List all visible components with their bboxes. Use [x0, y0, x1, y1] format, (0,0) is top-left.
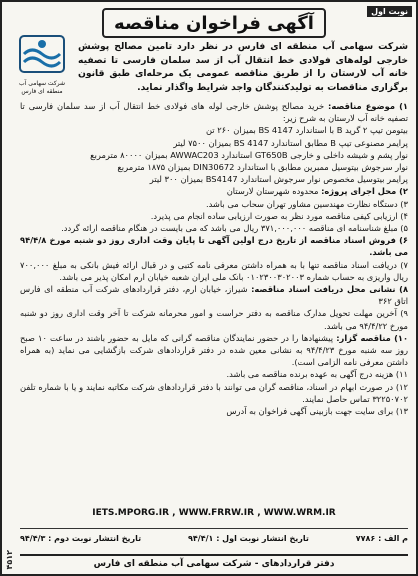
footer-divider: [20, 528, 408, 529]
place-label: ۲) محل اجرای پروژه:: [321, 186, 408, 197]
item-subject: [20, 100, 408, 124]
item-7: ۷) دریافت اسناد مناقصه تنها با به همراه داشتن معرفی نامه کتبی و در قبال ارائه فیش بانکی به مبلغ ۷۰۰,۰۰۰ ریال واریزی به حساب شماره ۰۱۰۲۳۰۰۳۰۲۰۰۳ بانک ملی ایران شعبه خیابان ارم امکان پذیر می باشد.: [20, 259, 408, 282]
item-12: ۱۲) در صورت ابهام در اسناد، مناقصه گران می توانند با دفتر قراردادهای شرکت مکاتبه نمایند و یا با شماره تلفن ۳۲۲۵۰۷۰۲ تماس حاصل نمایند.: [20, 381, 408, 404]
item-9: ۹) آخرین مهلت تحویل مدارک مناقصه به دفتر حراست و امور محرمانه شرکت تا آخر وقت اداری روز دو شنبه مورخ ۹۴/۴/۲۲ می باشد.: [20, 308, 408, 331]
item-5: ۵) مبلغ شناسنامه ای مناقصه ۳۷۱,۰۰۰,۰۰۰ ریال می باشد که می بایست در هنگام مناقصه ارائه گردد.: [61, 223, 408, 234]
notice-body: [20, 100, 408, 417]
address-label: ۸) نشانی محل دریافت اسناد مناقصه:: [251, 284, 409, 295]
subject-label: ۱) موضوع مناقصه:: [328, 101, 408, 111]
water-logo-icon: [12, 32, 72, 76]
place-text: محدوده شهرستان لارستان: [226, 186, 319, 197]
address-text: شیراز، خیابان ارم، دفتر قراردادهای شرکت آب منطقه ای فارس اتاق ۳۶۲: [20, 284, 408, 307]
item-13: ۱۳) برای سایت جهت بازبینی آگهی فراخوان به آدرس: [226, 406, 408, 417]
item-6: ۶) فروش اسناد مناقصه از تاریخ درج اولین آگهی تا پایان وقت اداری روز دو شنبه مورخ ۹۴/۴/۸ می باشد.: [20, 235, 408, 258]
tenderer-label: ۱۰) مناقصه گزار:: [336, 332, 409, 343]
item-3: ۳) دستگاه نظارت مهندسین مشاور تهران سحاب می باشد.: [205, 198, 408, 209]
issue-tag: نوبت اول: [367, 6, 412, 17]
tenderer-text: پیشنهادها را در حضور نمایندگان مناقصه گرانی که مایل به حضور باشند در ساعت ۱۰ صبح روز سه شنبه مورخ ۹۴/۴/۲۳ به نشانی معین شده در دفتر قراردادهای شرکت بازگشایی می نماید (به همراه داشتن معرفی نامه الزامی است).: [20, 332, 408, 368]
item-place: [20, 185, 408, 197]
material-item: پرایمر مصنوعی تیپ B مطابق استاندارد BS 4147 بمیزان ۷۵۰۰ لیتر: [173, 137, 408, 148]
first-publication-date: تاریخ انتشار نوبت اول : ۹۴/۴/۱: [188, 534, 309, 543]
item-11: ۱۱) هزینه درج آگهی به عهده برنده مناقصه می باشد.: [226, 369, 408, 380]
material-item: نوار پشم و شیشه داخلی و خارجی GT650B استاندارد AWWAC203 بمیزان ۸۰۰۰۰ مترمربع: [90, 149, 408, 160]
website-addresses: IETS.MPORG.IR , WWW.FRRW.IR , WWW.WRM.IR: [92, 508, 336, 518]
material-item: نوار سرجوش بیتوسیل ممبرین مطابق با استاندارد DIN30672 بمیزان ۱۸۷۵ مترمربع: [117, 162, 408, 173]
item-8: [20, 283, 408, 307]
issuing-office: دفتر قراردادهای - شرکت سهامی آب منطقه ای فارس: [20, 554, 408, 572]
intro-paragraph: شرکت سهامی آب منطقه ای فارس در نظر دارد تامین مصالح پوشش خارجی لوله‌های فولادی خط انتقال آب از سد سلمان فارسی تا تصفیه خانه آب لارستان را از طریق مناقصه عمومی یک مرحله‌ای طبق قانون برگزاری مناقصات به تولیدکنندگان واجد شرایط واگذار نماید.: [78, 41, 408, 93]
side-reference-number: ۴۵۱۲: [5, 550, 14, 570]
publication-info: [20, 534, 408, 543]
item-4: ۴) ارزیابی کیفی مناقصه مورد نظر به صورت ارزیابی ساده انجام می پذیرد.: [150, 210, 408, 221]
second-publication-date: تاریخ انتشار نوبت دوم : ۹۴/۴/۳: [20, 534, 142, 543]
notice-title: آگهی فراخوان مناقصه: [102, 8, 326, 38]
organization-logo: [12, 32, 72, 98]
subject-text: خرید مصالح پوشش خارجی لوله های فولادی خط انتقال آب از سد سلمان فارسی تا تصفیه خانه آب لارستان به شرح زیر:: [20, 101, 408, 124]
material-item: بیتومن تیپ ۲ گرید B با استاندارد BS 4147 بمیزان ۲۶۰ تن: [205, 125, 408, 136]
material-item: پرایمر بیتوسیل مخصوص نوار سرجوش استاندارد BS4147 بمیزان ۳۰۰ لیتر: [149, 174, 408, 185]
notice-code: م الف : ۷۷۸۶: [355, 534, 408, 543]
logo-caption: شرکت سهامی آب منطقه ای فارس: [18, 80, 66, 95]
item-10: [20, 332, 408, 369]
